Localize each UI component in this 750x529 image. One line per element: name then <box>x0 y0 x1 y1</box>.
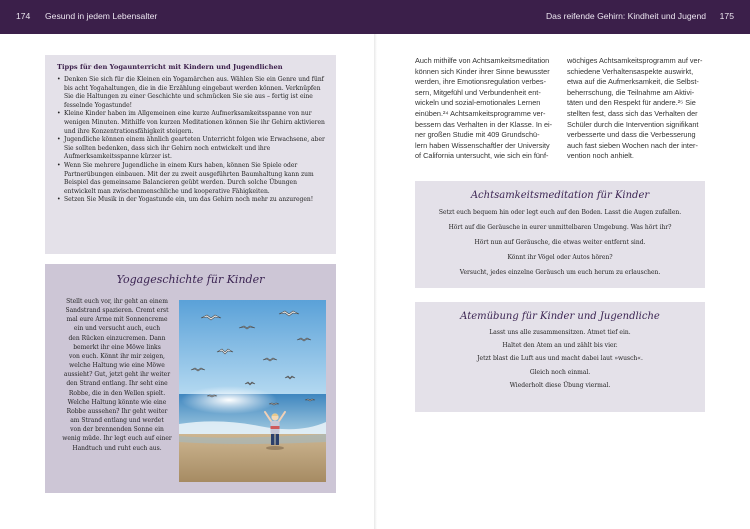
breathing-line: Haltet den Atem an und zählt bis vier. <box>502 342 618 350</box>
body-column-2 <box>567 56 706 162</box>
text-line: vention noch anhielt. <box>567 151 634 161</box>
breathing-title: Atemübung für Kinder und Jugendliche <box>460 311 660 322</box>
text-line: verbesserte und dass die Verbesserung <box>567 130 696 140</box>
breathing-line: Lasst uns alle zusammensitzen. Atmet tief ein. <box>489 329 631 336</box>
story-line: den Strand entlang. Ihr seht eine <box>66 380 168 388</box>
text-line: sern, Mitgefühl und Verbundenheit ent- <box>415 87 541 97</box>
breathing-box <box>415 302 705 412</box>
story-line: den Rücken einzucremen. Dann <box>68 334 166 342</box>
tip-item: • Jugendliche können einem ähnlich gearteten Unterricht folgen wie Erwachsene, aber Sie sollten bedenken, dass sich ihr Gehirn noch entwickelt und ihre Aufmerksamkeitsspanne kürzer ist. <box>57 136 326 162</box>
story-line: am Strand entlang und werdet <box>70 417 164 425</box>
text-line: etwa auf die Aufmerksamkeit, die Selbst- <box>567 77 699 87</box>
text-line: auch fast sieben Wochen nach der inter- <box>567 140 698 150</box>
text-line: werden, ihre Emotionsregulation verbes- <box>415 77 547 87</box>
text-line: schiedene Verhaltensaspekte auswirkt, <box>567 66 694 76</box>
meditation-line: Hört auf die Geräusche in eurer unmittelbaren Umgebung. Was hört ihr? <box>448 224 672 231</box>
beach-photo <box>179 300 326 482</box>
tip-item: • Wenn Sie mehrere Jugendliche in einem Kurs haben, können Sie Spiele oder Partnerübungen einbauen. Mit der zu zweit ausgeführten Baumhaltung kann zum Beispiel das gemeinsame Balancieren geübt werden. Durch solche Übungen entwickelt man zwischenmenschliche und kooperative Fähigkeiten. <box>57 162 326 196</box>
tip-item: • Setzen Sie Musik in der Yogastunde ein, um das Gehirn noch mehr zu anzuregen! <box>57 196 326 205</box>
left-page-number: 174 <box>16 11 31 21</box>
text-line: einüben.²⁴ Achtsamkeitsprogramme ver- <box>415 108 546 118</box>
text-line: lern haben Wissenschaftler der University <box>415 140 550 150</box>
running-header <box>0 0 750 34</box>
story-line: aussieht? Gut, jetzt geht ihr weiter <box>63 371 171 379</box>
story-line: Handtuch und ruht euch aus. <box>72 444 162 452</box>
story-text <box>54 297 180 453</box>
text-line: Auch mithilfe von Achtsamkeitsmeditation <box>415 56 550 65</box>
text-line: stellten fest, dass sich das Verhalten der <box>567 108 698 118</box>
tips-box <box>45 55 336 254</box>
breathing-line: Jetzt blast die Luft aus und macht dabei laut »wusch«. <box>477 355 643 363</box>
story-line: von der brennenden Sonne ein <box>70 426 164 434</box>
story-line: mal eure Arme mit Sonnencreme <box>66 316 168 324</box>
meditation-line: Setzt euch bequem hin oder legt euch auf den Boden. Lasst die Augen zufallen. <box>438 209 682 216</box>
text-line: täten und den Respekt für andere.²⁵ Sie <box>567 98 696 108</box>
text-line: wöchiges Achtsamkeitsprogramm auf ver- <box>567 56 703 65</box>
tips-title: Tipps für den Yogaunterricht mit Kindern und Jugendlichen <box>57 63 283 71</box>
text-line: of California untersucht, wie sich ein fünf- <box>415 151 549 161</box>
story-box <box>45 264 336 493</box>
tip-item: • Kleine Kinder haben im Allgemeinen eine kurze Aufmerksamkeitsspanne von nur wenigen Minuten. Mithilfe von kurzen Meditationen können Sie ihr Gehirn aktivieren und ihre Konzentrationsfähigkeit steigern. <box>57 110 326 136</box>
story-line: wenig müde. Ihr legt euch auf einer <box>62 435 172 443</box>
tip-item: • Denken Sie sich für die Kleinen ein Yogamärchen aus. Wählen Sie ein Genre und fünf bis acht Yogahaltungen, die in die Erzählung eingebaut werden können. Verknüpfen Sie die Haltungen zu einer Geschichte und schmücken Sie sie aus – fertig ist eine fesselnde Yogastunde! <box>57 76 326 110</box>
story-line: bemerkt ihr eine Möwe links <box>73 343 161 351</box>
text-line: wickeln und sozial-emotionales Lernen <box>415 98 541 108</box>
text-line: bessern das Verhalten in der Klasse. In ei- <box>415 119 553 129</box>
text-line: ner großen Studie mit 409 Grundschü- <box>415 130 540 140</box>
story-line: Stellt euch vor, ihr geht an einem <box>66 298 168 305</box>
text-line: können sich Kinder ihrer Sinne bewusster <box>415 66 550 76</box>
left-running-title: Gesund in jedem Lebensalter <box>45 11 158 21</box>
meditation-line: Könnt ihr Vögel oder Autos hören? <box>507 254 613 261</box>
breathing-line: Wiederholt diese Übung viermal. <box>509 381 611 389</box>
breathing-line: Gleich noch einmal. <box>529 368 591 376</box>
meditation-line: Versucht, jedes einzelne Geräusch um euch herum zu erlauschen. <box>459 269 661 276</box>
story-title: Yogageschichte für Kinder <box>116 273 265 286</box>
text-line: beherrschung, die Teilnahme am Aktivi- <box>567 87 695 97</box>
meditation-box <box>415 181 705 288</box>
story-line: welche Haltung wie eine Möwe <box>69 362 165 370</box>
body-column-1 <box>415 56 554 162</box>
tips-list <box>57 76 326 205</box>
book-gutter <box>374 34 377 529</box>
right-page-number: 175 <box>719 11 734 21</box>
story-line: Welche Haltung könnte wie eine <box>67 398 167 406</box>
meditation-title: Achtsamkeitsmeditation für Kinder <box>470 190 650 201</box>
story-line: Robbe, die in den Wellen spielt. <box>68 389 166 397</box>
right-running-title: Das reifende Gehirn: Kindheit und Jugend <box>545 11 706 21</box>
text-line: Schüler durch die Intervention signifikant <box>567 119 699 129</box>
story-line: Sandstrand spazieren. Cremt erst <box>65 307 169 315</box>
story-line: Robbe aussehen? Ihr geht weiter <box>66 407 168 415</box>
story-line: ein und versucht auch, euch <box>73 325 161 333</box>
story-line: von euch. Könnt ihr mir zeigen, <box>69 352 165 360</box>
meditation-line: Hört nun auf Geräusche, die etwas weiter entfernt sind. <box>474 239 646 246</box>
